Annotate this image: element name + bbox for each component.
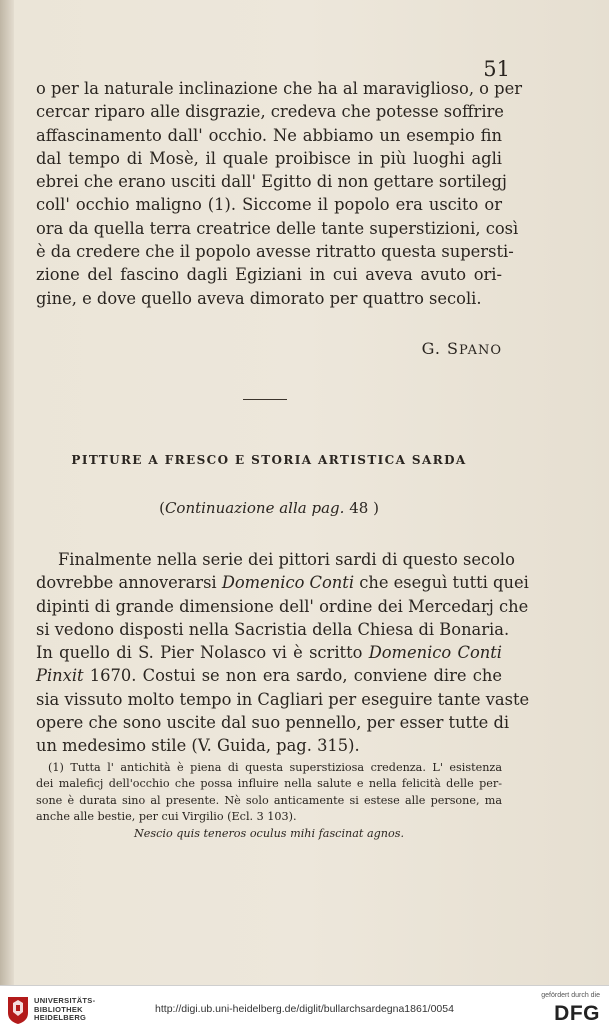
text-line: dal tempo di Mosè, il quale proibisce in più luoghi agli [36, 148, 502, 168]
text-line [36, 688, 530, 711]
page-number: 51 [483, 57, 510, 81]
uni-line: BIBLIOTHEK [34, 1004, 83, 1014]
italic-name: Pinxit [36, 666, 84, 686]
text-run: 1670. Costui se non era sardo, conviene dire che [83, 666, 502, 686]
text-line: o per la naturale inclinazione che ha al maraviglioso, o per [36, 79, 522, 98]
text-line: zione del fascino dagli Egiziani in cui aveva avuto ori- [36, 265, 502, 285]
dfg-logo: DFG [554, 1002, 600, 1025]
signature-initial: G. [421, 339, 441, 358]
text-line [36, 618, 510, 641]
text-run: opere che sono uscite dal suo pennello, per esser tutte di [36, 713, 510, 733]
footnote-line: dei maleficj dell'occhio che possa influire nella salute e nella felicità delle per- [36, 777, 502, 791]
text-line: coll' occhio maligno (1). Siccome il popolo era uscito or [36, 195, 502, 215]
continuation-close: ) [373, 499, 379, 517]
italic-name: Domenico Conti [221, 573, 355, 593]
signature-name-rest: PANO [459, 343, 502, 358]
author-signature [380, 339, 502, 358]
text-line [36, 711, 510, 734]
text-run: dipinti di grande dimensione dell' ordine dei Mercedarj che [36, 596, 529, 616]
continuation-open: ( [159, 499, 165, 517]
paragraph-fascination [36, 77, 522, 310]
footnote-line: (1) Tutta l' antichità è piena di questa superstiziosa credenza. L' esistenza [48, 761, 502, 774]
footnote-quote: Nescio quis teneros oculus mihi fascinat agnos. [133, 826, 405, 840]
footnote [36, 760, 502, 842]
text-line: gine, e dove quello aveva dimorato per quattro secoli. [36, 288, 482, 308]
uni-line: HEIDELBERG [34, 1013, 87, 1023]
text-line [36, 548, 515, 571]
text-line: è da credere che il popolo avesse ritratto questa supersti- [36, 242, 514, 262]
text-run: Finalmente nella serie dei pittori sardi di questo secolo [58, 550, 515, 569]
text-run: dovrebbe annoverarsi [36, 573, 222, 593]
text-line: ora da quella terra creatrice delle tante superstizioni, così [36, 218, 519, 238]
permalink-url[interactable]: http://digi.ub.uni-heidelberg.de/diglit/bullarchsardegna1861/0054 [155, 1003, 454, 1015]
section-divider [243, 399, 287, 400]
text-line [36, 571, 529, 594]
continuation-text: Continuazione alla pag. [164, 499, 345, 517]
text-run: In quello di S. Pier Nolasco vi è scritto [36, 643, 369, 663]
text-line: affascinamento dall' occhio. Ne abbiamo un esempio fin [36, 125, 502, 145]
continuation-page: 48 [349, 499, 369, 517]
text-line [36, 734, 502, 757]
uni-line: UNIVERSITÄTS- [34, 996, 96, 1005]
signature-name-cap: S [447, 339, 460, 358]
text-run: un medesimo stile (V. Guida, pag. 315). [36, 736, 360, 756]
footnote-line: sone è durata sino al presente. Nè solo anticamente si estese alle persone, ma [36, 793, 502, 807]
text-line: cercar riparo alle disgrazie, credeva che potesse soffrire [36, 102, 504, 122]
text-run: si vedono disposti nella Sacristia della Chiesa di Bonaria. [36, 619, 510, 639]
continuation-note [36, 499, 502, 517]
section-heading: PITTURE A FRESCO E STORIA ARTISTICA SARDA [71, 453, 467, 467]
italic-name: Domenico Conti [368, 643, 502, 663]
paragraph-conti [36, 548, 530, 758]
page-binding-shadow [0, 0, 14, 985]
funded-by-label: gefördert durch die [541, 992, 600, 999]
text-run: che eseguì tutti quei [354, 573, 529, 593]
text-line [36, 595, 529, 618]
text-line [36, 664, 502, 687]
text-line [36, 641, 502, 664]
footnote-line: anche alle bestie, per cui Virgilio (Ecl. 3 103). [36, 810, 297, 824]
digitization-footer [0, 985, 609, 1034]
text-line: ebrei che erano usciti dall' Egitto di non gettare sortilegj [36, 172, 507, 192]
text-run: sia vissuto molto tempo in Cagliari per eseguire tante vaste [36, 689, 530, 709]
